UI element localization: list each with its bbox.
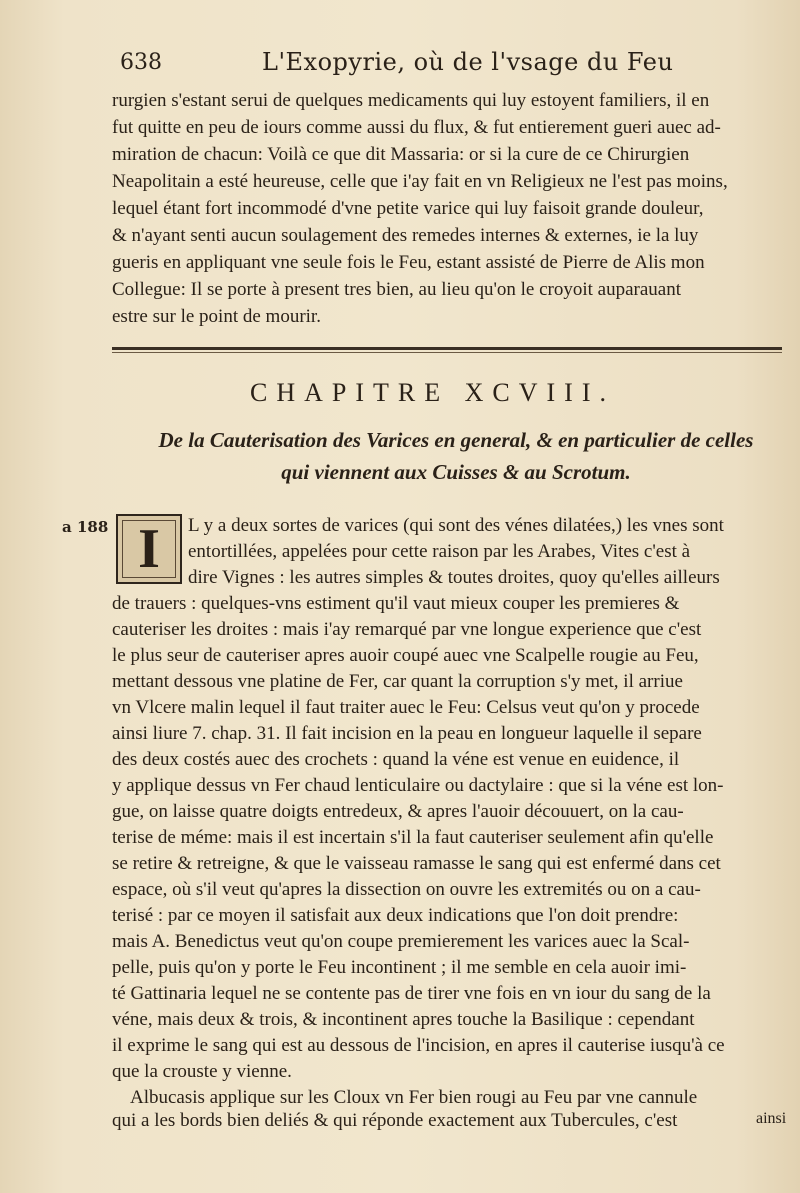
text-line: pelle, puis qu'on y porte le Feu incontinent ; il me semble en cela auoir imi-: [112, 957, 687, 978]
text-line: terise de méme: mais il est incertain s'il la faut cauteriser seulement afin qu'elle: [112, 827, 714, 848]
catchword: ainsi: [756, 1110, 787, 1127]
text-line: gueris en appliquant vne seule fois le Feu, estant assisté de Pierre de Alis mon: [112, 252, 705, 273]
text-line: des deux costés auec des crochets : quand la véne est venue en euidence, il: [112, 749, 680, 770]
text-line: & n'ayant senti aucun soulagement des remedes internes & externes, ie la luy: [112, 225, 699, 246]
text-line: rurgien s'estant serui de quelques medicaments qui luy estoyent familiers, il en: [112, 90, 710, 111]
text-line: qui a les bords bien deliés & qui réponde exactement aux Tubercules, c'est: [112, 1110, 678, 1131]
section-divider-thin: [112, 352, 782, 353]
text-line: lequel étant fort incommodé d'vne petite varice qui luy faisoit grande douleur,: [112, 198, 704, 219]
text-line: espace, où s'il veut qu'apres la dissection on ouvre les extremités ou on a cau-: [112, 879, 701, 900]
section-divider: [112, 347, 782, 350]
text-line: gue, on laisse quatre doigts entredeux, & apres l'auoir découuert, on la cau-: [112, 801, 684, 822]
text-line: miration de chacun: Voilà ce que dit Massaria: or si la cure de ce Chirurgien: [112, 144, 690, 165]
text-line: cauteriser les droites : mais i'ay remarqué par vne longue experience que c'est: [112, 619, 702, 640]
text-line: se retire & retreigne, & que le vaisseau ramasse le sang qui est enfermé dans cet: [112, 853, 721, 874]
text-line: Neapolitain a esté heureuse, celle que i'ay fait en vn Religieux ne l'est pas moins,: [112, 171, 728, 192]
page-number: 638: [120, 50, 162, 75]
page-header: [0, 44, 800, 84]
chapter-subtitle-line: De la Cauterisation des Varices en general, & en particulier de celles: [158, 428, 754, 452]
text-line: le plus seur de cauteriser apres auoir coupé auec vne Scalpelle rougie au Feu,: [112, 645, 699, 666]
text-line: véne, mais deux & trois, & incontinent apres touche la Basilique : cependant: [112, 1009, 695, 1030]
text-line: mettant dessous vne platine de Fer, car quant la corruption s'y met, il arriue: [112, 671, 683, 692]
text-line: té Gattinaria lequel ne se contente pas de tirer vne fois en vn iour du sang de la: [112, 983, 711, 1004]
margin-note: a 188: [62, 518, 109, 536]
text-line: entortillées, appelées pour cette raison par les Arabes, Vites c'est à: [188, 541, 691, 562]
chapter-subtitle-line: qui viennent aux Cuisses & au Scrotum.: [281, 460, 631, 484]
text-line: vn Vlcere malin lequel il faut traiter auec le Feu: Celsus veut qu'on y procede: [112, 697, 700, 718]
text-line: y applique dessus vn Fer chaud lenticulaire ou dactylaire : que si la véne est lon-: [112, 775, 724, 796]
chapter-title: CHAPITRE XCVIII.: [250, 378, 615, 407]
text-line: L y a deux sortes de varices (qui sont des vénes dilatées,) les vnes sont: [188, 515, 724, 536]
text-line: il exprime le sang qui est au dessous de l'incision, en apres il cauterise iusqu'à ce: [112, 1035, 725, 1056]
text-line: ainsi liure 7. chap. 31. Il fait incision en la peau en longueur laquelle il separe: [112, 723, 702, 744]
text-line: de trauers : quelques-vns estiment qu'il vaut mieux couper les premieres &: [112, 593, 680, 614]
text-line: dire Vignes : les autres simples & toutes droites, quoy qu'elles ailleurs: [188, 567, 720, 588]
text-line: terisé : par ce moyen il satisfait aux deux indications que l'on doit prendre:: [112, 905, 679, 926]
text-line: Collegue: Il se porte à present tres bien, au lieu qu'on le croyoit auparauant: [112, 279, 682, 300]
text-line: Albucasis applique sur les Cloux vn Fer bien rougi au Feu par vne cannule: [130, 1087, 698, 1108]
drop-cap: I: [116, 514, 182, 584]
text-line: estre sur le point de mourir.: [112, 306, 321, 327]
running-title: L'Exopyrie, où de l'vsage du Feu: [262, 48, 674, 76]
text-line: que la crouste y vienne.: [112, 1061, 292, 1082]
text-line: fut quitte en peu de iours comme aussi du flux, & fut entierement gueri auec ad-: [112, 117, 721, 138]
text-line: mais A. Benedictus veut qu'on coupe premierement les varices auec la Scal-: [112, 931, 690, 952]
